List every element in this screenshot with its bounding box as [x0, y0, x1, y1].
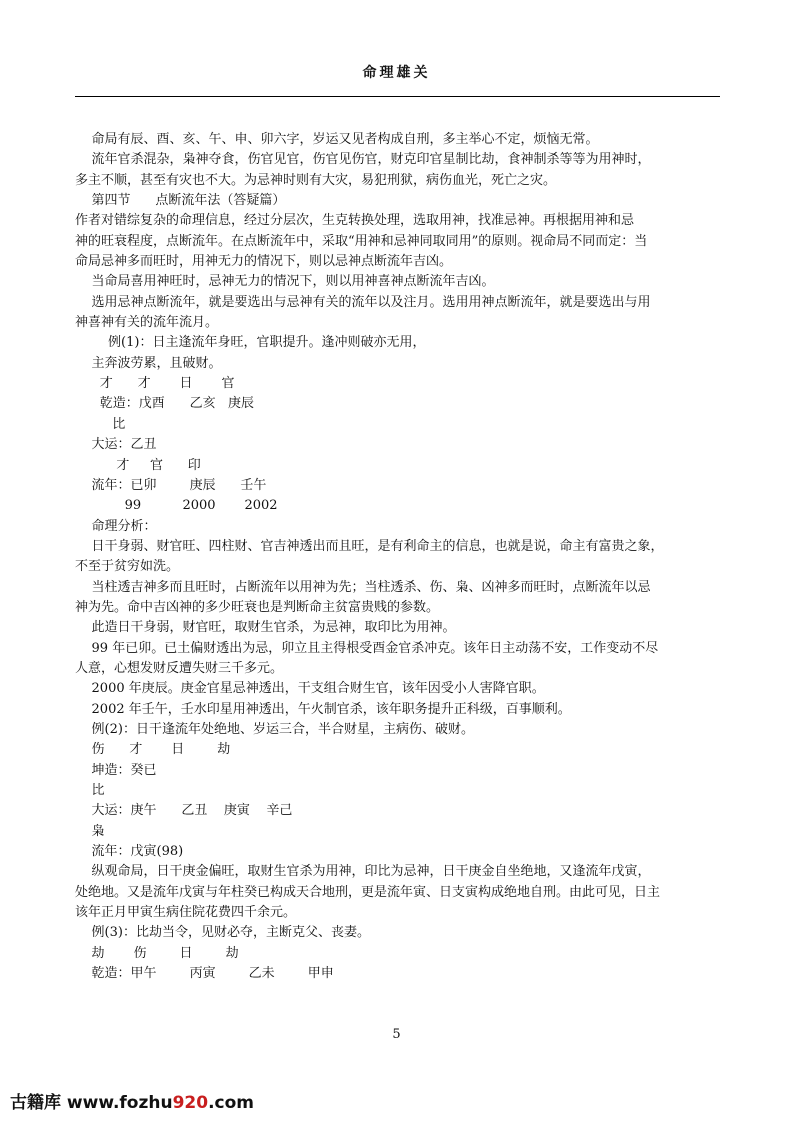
text-line: 神为先。命中吉凶神的多少旺衰也是判断命主贫富贵贱的参数。 [75, 599, 440, 615]
text-line: 人意，心想发财反遭失财三千多元。 [75, 660, 284, 676]
chart-line: 大运：乙丑 [75, 437, 157, 453]
example-heading: 例(3)：比劫当令，见财必夺，主断克父、丧妻。 [75, 925, 370, 941]
text-line: 此造日干身弱，财官旺，取财生官杀，为忌神，取印比为用神。 [75, 620, 456, 636]
chart-line: 比 [75, 783, 105, 798]
text-line: 不至于贫穷如洗。 [75, 559, 180, 575]
text-line: 99 年已卯。已土偏财透出为忌，卯立且主得根受酉金官杀冲克。该年日主动荡不安，工作变动不尽 [75, 640, 659, 656]
text-line: 选用忌神点断流年，就是要选出与忌神有关的流年以及注月。选用用神点断流年，就是要选出与用 [75, 294, 651, 310]
text-line: 命局忌神多而旺时，用神无力的情况下，则以忌神点断流年吉凶。 [75, 254, 453, 270]
url-number: 920 [172, 1093, 209, 1113]
chart-line: 劫 伤 日 劫 [75, 945, 239, 961]
text-line: 纵观命局，日干庚金偏旺，取财生官杀为用神，印比为忌神，日干庚金自坐绝地，又逢流年戊寅， [75, 864, 651, 880]
chart-line: 比 [75, 416, 126, 432]
chart-line: 流年：戊寅(98) [75, 844, 184, 860]
text-line: 命理分析： [75, 518, 157, 534]
document-body [75, 130, 720, 984]
chart-line: 99 2000 2002 [75, 498, 278, 514]
section-heading: 第四节 点断流年法（答疑篇） [75, 193, 286, 209]
example-heading: 例(2)：日干逢流年处绝地、岁运三合，半合财星，主病伤、破财。 [75, 721, 474, 737]
text-line: 流年官杀混杂，枭神夺食，伤官见官，伤官见伤官，财克印官星制比劫，食神制杀等等为用神时， [75, 152, 651, 168]
page-number: 5 [392, 1027, 401, 1042]
chart-line: 坤造：癸已 [75, 762, 157, 778]
text-line: 主奔波劳累，且破财。 [75, 355, 222, 371]
running-header-title: 命理雄关 [362, 65, 431, 81]
example-heading: 例(1)：日主逢流年身旺，官职提升。逢冲则破亦无用， [75, 335, 426, 351]
chart-line: 伤 才 日 劫 [75, 742, 231, 758]
url-suffix: .com [208, 1093, 255, 1113]
chart-line: 才 才 日 官 [75, 376, 235, 392]
text-line: 当命局喜用神旺时，忌神无力的情况下，则以用神喜神点断流年吉凶。 [75, 274, 495, 290]
chart-line: 流年：已卯 庚辰 壬午 [75, 477, 267, 493]
chart-line: 才 官 印 [75, 457, 201, 473]
header-rule [75, 96, 720, 97]
text-line: 该年正月甲寅生病住院花费四千余元。 [75, 905, 297, 921]
text-line: 多主不顺，甚至有灾也不大。为忌神时则有大灾，易犯刑狱，病伤血光，死亡之灾。 [75, 172, 557, 188]
chart-line: 枭 [75, 823, 105, 839]
chart-line: 乾造：戊酉 乙亥 庚辰 [75, 396, 254, 412]
text-line: 处绝地。又是流年戊寅与年柱癸已构成天合地刑，更是流年寅、日支寅构成绝地自刑。由此可见，日主 [75, 884, 661, 900]
text-line: 神喜神有关的流年流月。 [75, 315, 219, 331]
text-line: 作者对错综复杂的命理信息，经过分层次，生克转换处理，选取用神，找准忌神。再根据用神和忌 [75, 213, 635, 229]
site-name: 古籍库 [10, 1093, 61, 1113]
footer-watermark [10, 1088, 254, 1113]
text-line: 当柱透吉神多而且旺时，占断流年以用神为先；当柱透杀、伤、枭、凶神多而旺时，点断流年以忌 [75, 579, 651, 595]
chart-line: 乾造：甲午 丙寅 乙未 甲申 [75, 966, 334, 982]
text-line: 2002 年壬午，壬水印星用神透出，午火制官杀，该年职务提升正科级，百事顺利。 [75, 701, 571, 717]
text-line: 命局有辰、酉、亥、午、申、卯六字，岁运又见者构成自刑，多主举心不定，烦恼无常。 [75, 132, 599, 147]
text-line: 日干身弱、财官旺、四柱财、官吉神透出而且旺，是有利命主的信息，也就是说，命主有富贵之象， [75, 538, 664, 554]
text-line: 神的旺衰程度，点断流年。在点断流年中，采取“用神和忌神同取同用”的原则。视命局不同而定：当 [75, 233, 648, 249]
url-prefix: www.fozhu [66, 1093, 173, 1113]
text-line: 2000 年庚辰。庚金官星忌神透出，干支组合财生官，该年因受小人害降官职。 [75, 681, 545, 697]
chart-line: 大运：庚午 乙丑 庚寅 辛己 [75, 803, 293, 819]
